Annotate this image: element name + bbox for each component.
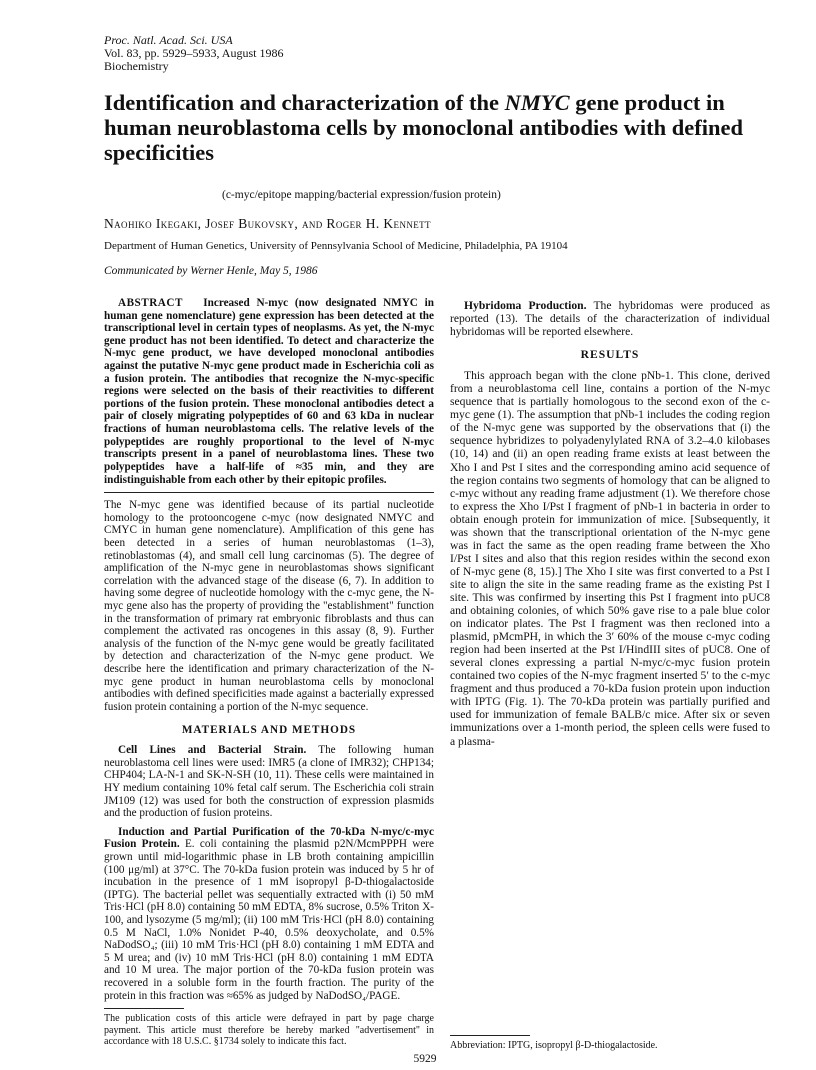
methods-heading: MATERIALS AND METHODS: [181, 723, 357, 736]
induction-paragraph: [104, 826, 434, 1003]
title-gene: NMYC: [504, 90, 570, 115]
right-column: [450, 297, 770, 748]
footnote-divider: [104, 1008, 184, 1009]
induction-heading: Induction and Partial Purification of the 70-kDa N-myc/c-myc Fusion Protein.: [104, 825, 434, 851]
abstract: [104, 297, 434, 486]
cell-lines-text: The following human neuroblastoma cell lines were used: IMR5 (a clone of IMR32); CHP134; CHP404; LA-N-1 and SK-N-SH (10, 11). These cells were maintained in HY medium containing 10% fetal calf serum. The Escherichia coli strain JM109 (12) was used for both the construction of expression plasmids and the production of fusion proteins.: [104, 744, 434, 820]
abstract-text: Increased N-myc (now designated NMYC in human gene nomenclature) gene expression has been detected at the transcriptional level in certain types of neoplasms. As yet, the N-myc gene product has not been identified. To detect and characterize the N-myc gene product, we have developed monoclonal antibodies against the putative N-myc gene product made in Escherichia coli as a fusion protein. The antibodies that recognize the N-myc-specific regions were selected on the basis of their reactivities to different portions of the fusion protein. These monoclonal antibodies detect a pair of closely migrating polypeptides of 60 and 63 kDa in nuclear fractions of human neuroblastoma cells. The relative levels of the polypeptides are roughly proportional to the level of N-myc transcripts present in a panel of neuroblastoma lines. These two polypeptides have a half-life of ≈35 min, and they are indistinguishable from each other by their epitopic profiles.: [104, 297, 434, 486]
abstract-label: ABSTRACT: [118, 297, 183, 309]
title-part-1: Identification and characterization of the: [104, 90, 505, 115]
abbreviation-note: Abbreviation: IPTG, isopropyl β-D-thiogalactoside.: [450, 1040, 658, 1051]
induction-text: E. coli containing the plasmid p2N/McmPPPH were grown until mid-logarithmic phase in LB broth containing ampicillin (100 μg/ml) at 37°C. The 70-kDa fusion protein was induced by 5 hr of incubation in the presence of 1 mM isopropyl β-D-thiogalactoside (IPTG). The bacterial pellet was sequentially extracted with (i) 50 mM Tris·HCl (pH 8.0) containing 50 mM EDTA, 8% sucrose, 0.5% Triton X-100, and lysozyme (5 mg/ml); (ii) 100 mM Tris·HCl (pH 8.0) containing 0.5 M NaCl, 1.0% Nonidet P-40, 0.5% deoxycholate, and 0.5% NaDodSO₄; (iii) 10 mM Tris·HCl (pH 8.0) containing 1 mM EDTA and 5 M urea; and (iv) 10 mM Tris·HCl (pH 8.0) containing 1 mM EDTA and 10 M urea. The major portion of the 70-kDa fusion protein was recovered in a soluble form in the fourth fraction. The purity of the protein in this fraction was ≈65% as judged by NaDodSO₄/PAGE.: [104, 838, 435, 1002]
footnote: The publication costs of this article were defrayed in part by page charge payment. This article must therefore be hereby marked "advertisement" in accordance with 18 U.S.C. §1734 solely to indicate this fact.: [104, 1013, 434, 1047]
results-paragraph: This approach began with the clone pNb-1. This clone, derived from a neuroblastoma cell line, contains a portion of the N-myc sequence that is partially homologous to the second exon of the c-myc gene (1). The assumption that pNb-1 includes the coding region of the N-myc gene was supported by the observations that (i) the sequence hybridizes to polyadenylylated RNA of 3.2–4.0 kilobases (10, 14) and (ii) an open reading frame exists at least between the Xho I and Pst I sites and the corresponding amino acid sequence of the region contains two segments of homology that can be aligned to c-myc without any reading frame adjustment (1). We therefore chose to express the Xho I/Pst I fragment of pNb-1 in bacteria in order to obtain enough protein for immunization of mice. [Subsequently, it was shown that the transcriptional orientation of the N-myc gene was in fact the same as the open reading frame between the Xho I/Pst I sites and also that this region resides within the second exon of N-myc gene (8, 15).] The Xho I site was first converted to a Pst I site to align the site in the same reading frame as the existing Pst I site. This was confirmed by inserting this Pst I fragment into pUC8 and obtaining colonies, of which 50% gave rise to a pale blue color on indicator plates. The Pst I fragment was then recloned into a plasmid, pMcmPH, in which the 3′ 60% of the mouse c-myc coding region had been inserted at the Pst I/HindIII sites of pUC8. One of several clones expressing a partial N-myc/c-myc fusion protein contained two copies of the N-myc fragment inserted 5′ to the c-myc fragment and thus produced a 70-kDa fusion protein upon induction with IPTG (Fig. 1). The 70-kDa protein was partially purified and used for immunization of female BALB/c mice. After six or seven immunizations over a 1-month period, the spleen cells were fused to a plasma-: [450, 369, 770, 748]
abstract-divider: [104, 492, 434, 493]
title-part-2: gene product in human neuroblastoma cells by monoclonal antibodies with defined specificities: [104, 90, 744, 165]
abbreviation-divider: [450, 1035, 530, 1036]
intro-paragraph: The N-myc gene was identified because of its partial nucleotide homology to the protooncogene c-myc (now designated NMYC and CMYC in human gene nomenclature). Amplification of this gene has been detected in a series of human neuroblastomas (1–3), retinoblastomas (4), and small cell lung carcinomas (5). The degree of amplification of the N-myc gene in neuroblastomas shows significant correlation with the advanced stage of the disease (6, 7). In addition to having some degree of nucleotide homology with the c-myc gene, the N-myc gene also has the property of providing the "establishment" function in the transformation of primary rat embryonic fibroblasts and thus can complement the activated ras oncogenes in this assay (8, 9). Further analysis of the function of the N-myc gene would be greatly facilitated by detection and characterization of the N-myc gene product. We describe here the identification and primary characterization of the N-myc gene product in human neuroblastoma cells by monoclonal antibodies with defined specificities made against a bacterially expressed fusion protein containing a portion of the N-myc sequence.: [104, 499, 434, 713]
cell-lines-heading: Cell Lines and Bacterial Strain.: [118, 744, 307, 757]
hybridoma-text: The hybridomas were produced as reported (13). The details of the characterization of individual hybridomas will be reported elsewhere.: [450, 299, 770, 339]
keywords: (c-myc/epitope mapping/bacterial expression/fusion protein): [222, 189, 501, 201]
paper-title: [104, 90, 744, 165]
hybridoma-heading: Hybridoma Production.: [464, 299, 587, 312]
page-number: 5929: [413, 1053, 437, 1065]
cell-lines-paragraph: [104, 744, 434, 820]
journal-name: Proc. Natl. Acad. Sci. USA: [104, 33, 233, 47]
communicated-by: Communicated by Werner Henle, May 5, 1986: [104, 265, 318, 277]
affiliation: Department of Human Genetics, University of Pennsylvania School of Medicine, Philadelphia, PA 19104: [104, 240, 568, 252]
authors: Naohiko Ikegaki, Josef Bukovsky, and Roger H. Kennett: [104, 216, 431, 231]
results-heading: RESULTS: [580, 348, 640, 362]
journal-volume: Vol. 83, pp. 5929–5933, August 1986: [104, 46, 284, 60]
journal-header: [104, 34, 283, 73]
left-column: [104, 297, 434, 1002]
journal-section: Biochemistry: [104, 59, 169, 73]
hybridoma-paragraph: [450, 299, 770, 338]
